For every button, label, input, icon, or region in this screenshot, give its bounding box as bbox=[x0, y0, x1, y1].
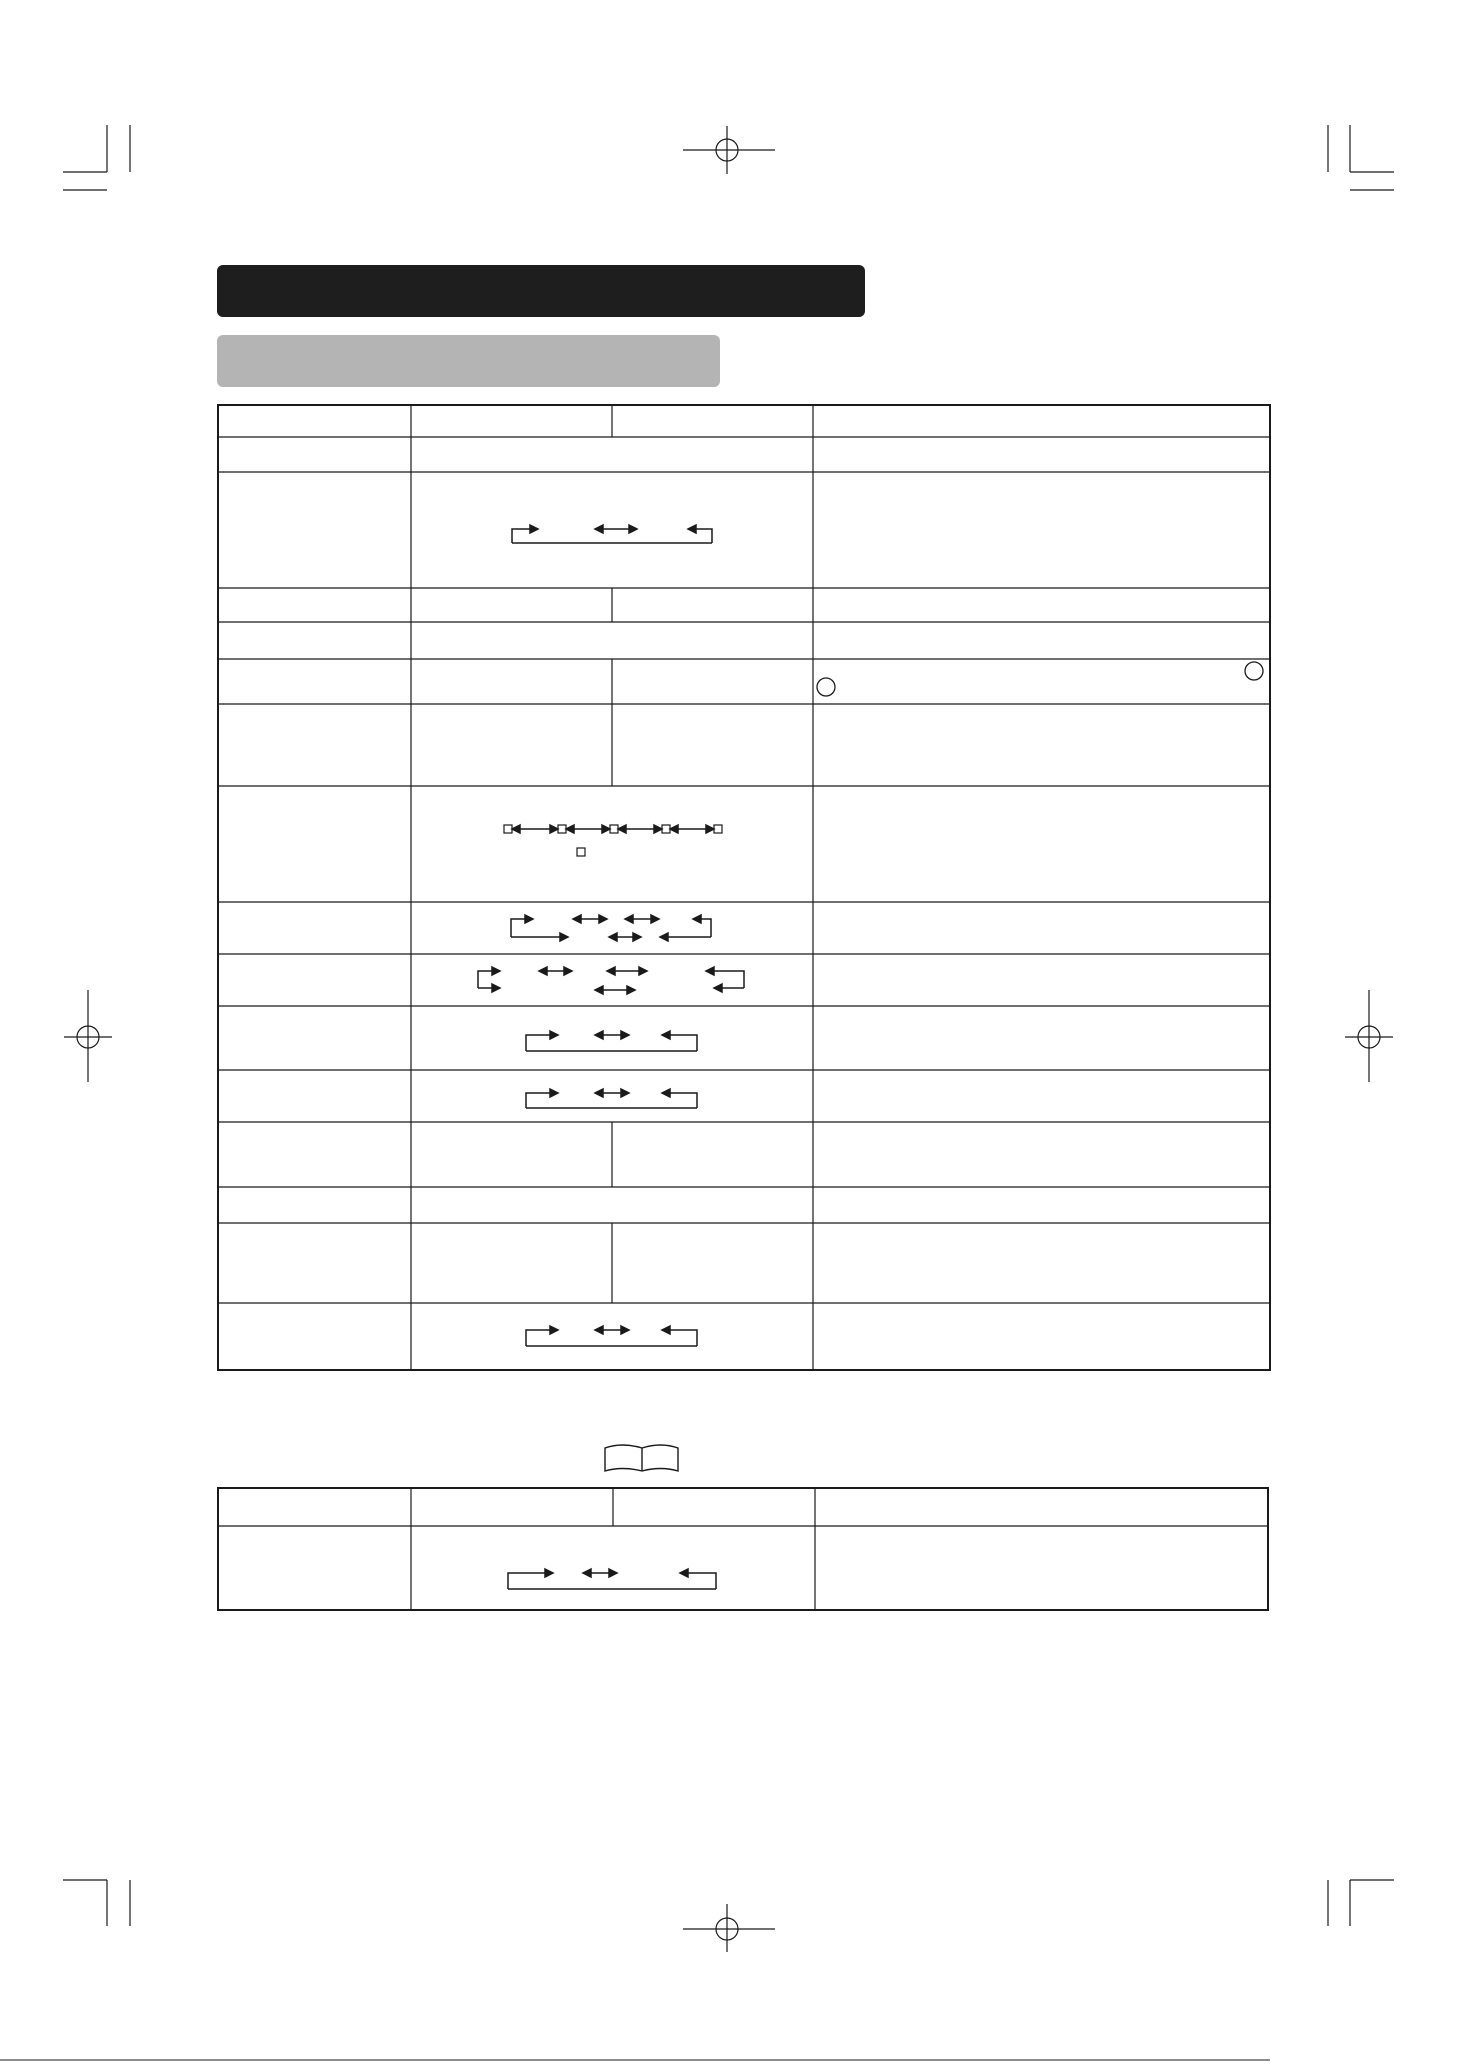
cycle-arrow-group bbox=[526, 1326, 697, 1346]
book-icon bbox=[605, 1445, 678, 1471]
subsection-header-bar bbox=[217, 335, 720, 387]
cycle-arrow-group bbox=[526, 1089, 697, 1108]
cycle-arrow-group bbox=[508, 1569, 716, 1589]
settings-table bbox=[218, 405, 1270, 1370]
circle-marker bbox=[817, 678, 835, 696]
section-header-bar bbox=[217, 265, 865, 317]
cycle-arrow-group bbox=[512, 525, 712, 543]
crop-marks bbox=[63, 125, 1394, 1926]
cycle-arrow-group bbox=[504, 825, 722, 856]
registration-mark bbox=[1345, 990, 1393, 1082]
reference-table bbox=[218, 1488, 1268, 1610]
circle-marker bbox=[1245, 662, 1263, 680]
registration-mark bbox=[683, 126, 775, 174]
cycle-arrow-group bbox=[526, 1031, 697, 1051]
registration-mark bbox=[683, 1904, 775, 1952]
registration-mark bbox=[64, 990, 112, 1082]
cycle-arrow-group bbox=[478, 967, 744, 994]
cycle-arrow-group bbox=[511, 915, 711, 941]
